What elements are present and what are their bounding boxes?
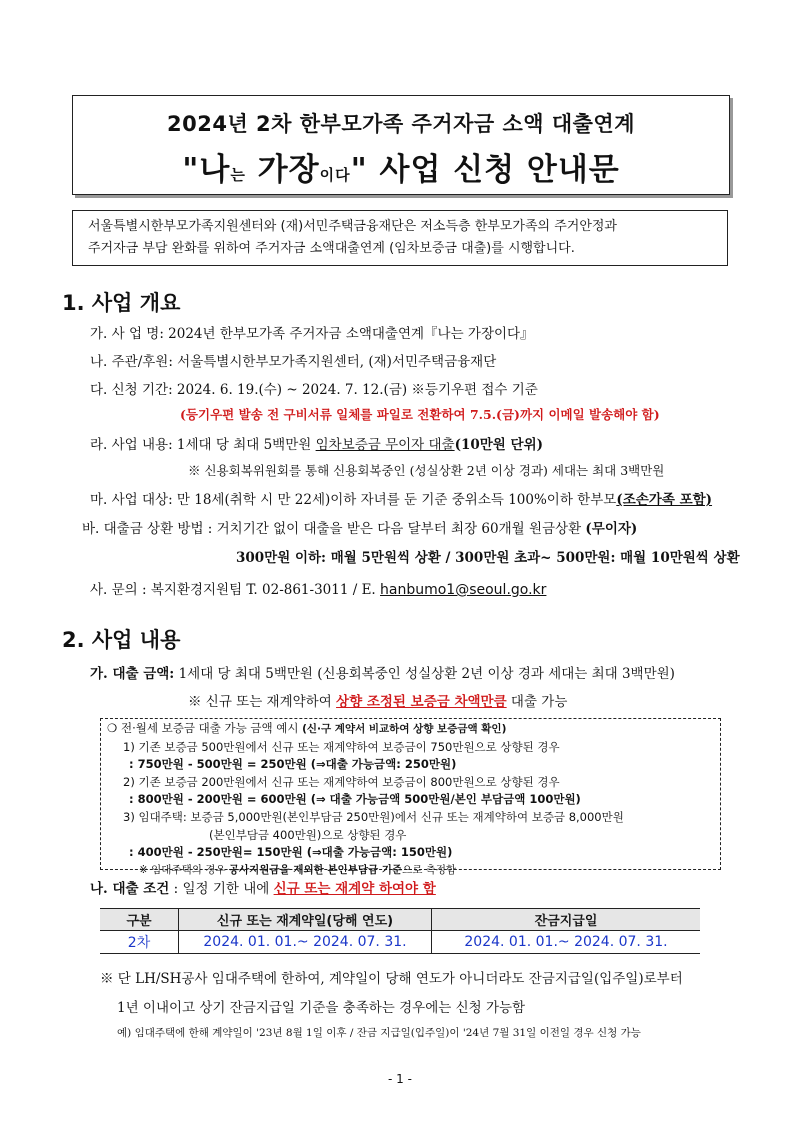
s1-ba-text: 바. 대출금 상환 방법 : 거치기간 없이 대출을 받은 다음 달부터 최장 60개월 원금상환 bbox=[82, 521, 586, 537]
example-title-a: ❍ 전·월세 보증금 대출 가능 금액 예시 bbox=[107, 721, 303, 735]
s2-ga-note-red: 상향 조정된 보증금 차액만큼 bbox=[336, 694, 507, 710]
example-l4: : 800만원 - 200만원 = 600만원 (⇒ 대출 가능금액 500만원/본인 부담금액 100만원) bbox=[129, 792, 581, 807]
title-box bbox=[72, 95, 730, 195]
page-number: - 1 - bbox=[388, 1072, 412, 1086]
schedule-table bbox=[100, 908, 700, 954]
intro-line1: 서울특별시한부모가족지원센터와 (재)서민주택금융재단은 저소득층 한부모가족의 주거안정과 bbox=[88, 219, 617, 234]
table-cell: 2024. 01. 01.~ 2024. 07. 31. bbox=[432, 931, 701, 954]
example-title-b: (신·구 계약서 비교하여 상향 보증금액 확인) bbox=[302, 723, 507, 735]
example-l1: 1) 기존 보증금 500만원에서 신규 또는 재계약하여 보증금이 750만원으로 상향된 경우 bbox=[123, 739, 560, 754]
section1-heading: 1. 사업 개요 bbox=[62, 291, 181, 315]
s1-sa-text: 사. 문의 : 복지환경지원팀 T. 02-861-3011 / E. bbox=[90, 582, 381, 598]
title-part: 가장 bbox=[245, 152, 320, 188]
example-l2: : 750만원 - 500만원 = 250만원 (⇒대출 가능금액: 250만원) bbox=[129, 757, 457, 772]
example-l8-a: ※ 임대주택의 경우 bbox=[139, 863, 229, 876]
s1-da: 다. 신청 기간: 2024. 6. 19.(수) ~ 2024. 7. 12.(금) ※등기우편 접수 기준 bbox=[90, 382, 538, 398]
example-box bbox=[100, 718, 721, 876]
title-part: " 사업 신청 안내문 bbox=[350, 152, 620, 188]
s1-ba-note: 300만원 이하: 매월 5만원씩 상환 / 300만원 초과~ 500만원: 매월 10만원씩 상환 bbox=[236, 550, 740, 566]
s1-da-note: (등기우편 발송 전 구비서류 일체를 파일로 전환하여 7.5.(금)까지 이메일 발송해야 함) bbox=[180, 407, 660, 422]
s2-na bbox=[90, 877, 436, 897]
s1-ra-text: 라. 사업 내용: 1세대 당 최대 5백만원 bbox=[90, 437, 316, 453]
s2-note1: ※ 단 LH/SH공사 임대주택에 한하여, 계약일이 당해 연도가 아니더라도 잔금지급일(입주일)로부터 bbox=[100, 971, 683, 987]
table-header: 잔금지급일 bbox=[432, 909, 701, 931]
s1-ma-bold: (조손가족 포함) bbox=[616, 492, 713, 508]
table-cell: 2024. 01. 01.~ 2024. 07. 31. bbox=[179, 931, 432, 954]
s2-ga bbox=[90, 662, 675, 682]
s2-ga-note-a: ※ 신규 또는 재계약하여 bbox=[188, 694, 337, 710]
s1-ra-bold: (10만원 단위) bbox=[454, 437, 544, 453]
title-part: 이다 bbox=[319, 166, 351, 184]
s2-note2: 1년 이내이고 상기 잔금지급일 기준을 충족하는 경우에는 신청 가능함 bbox=[117, 1000, 526, 1016]
s2-ga-label: 가. 대출 금액: bbox=[90, 666, 175, 682]
s1-ga: 가. 사 업 명: 2024년 한부모가족 주거자금 소액대출연계『나는 가장이다』 bbox=[90, 326, 534, 342]
title-part: 는 bbox=[230, 166, 246, 184]
s2-na-red: 신규 또는 재계약 하여야 함 bbox=[273, 881, 436, 897]
intro-box bbox=[72, 210, 728, 266]
s2-ga-text: 1세대 당 최대 5백만원 (신용회복중인 성실상환 2년 이상 경과 세대는 최대 3백만원) bbox=[174, 666, 675, 682]
s1-na: 나. 주관/후원: 서울특별시한부모가족지원센터, (재)서민주택금융재단 bbox=[90, 354, 497, 370]
table-cell: 2차 bbox=[100, 931, 179, 954]
s1-ra-note: ※ 신용회복위원회를 통해 신용회복중인 (성실상환 2년 이상 경과) 세대는 최대 3백만원 bbox=[188, 463, 665, 478]
example-l8-b: 공사지원금을 제외한 본인부담금 기준 bbox=[228, 863, 403, 876]
s1-ma-text: 마. 사업 대상: 만 18세(취학 시 만 22세)이하 자녀를 둔 기준 중위소득 100%이하 한부모 bbox=[90, 492, 617, 508]
section2-heading: 2. 사업 내용 bbox=[62, 628, 181, 652]
table-header: 신규 또는 재계약일(당해 연도) bbox=[179, 909, 432, 931]
title-part: "나 bbox=[182, 152, 231, 188]
s2-ga-note-c: 대출 가능 bbox=[506, 694, 568, 710]
s1-ba-bold: (무이자) bbox=[585, 521, 638, 537]
table-row bbox=[100, 931, 700, 954]
example-l5: 3) 임대주택: 보증금 5,000만원(본인부담금 250만원)에서 신규 또는 재계약하여 보증금 8,000만원 bbox=[123, 809, 624, 824]
example-l3: 2) 기존 보증금 200만원에서 신규 또는 재계약하여 보증금이 800만원으로 상향된 경우 bbox=[123, 774, 560, 789]
table-header: 구분 bbox=[100, 909, 179, 931]
s2-ga-note bbox=[188, 690, 567, 710]
s1-ra bbox=[90, 433, 543, 453]
s1-ba bbox=[82, 517, 637, 537]
title-line2 bbox=[73, 144, 729, 189]
intro-line2: 주거자금 부담 완화를 위하여 주거자금 소액대출연계 (임차보증금 대출)를 시행합니다. bbox=[88, 241, 575, 256]
contact-email-link[interactable]: hanbumo1@seoul.go.kr bbox=[380, 582, 547, 598]
s2-na-text: : 일정 기한 내에 bbox=[169, 881, 274, 897]
s2-na-label: 나. 대출 조건 bbox=[90, 881, 170, 897]
example-title bbox=[107, 720, 720, 739]
example-l7: : 400만원 - 250만원= 150만원 (⇒대출 가능금액: 150만원) bbox=[129, 845, 453, 860]
example-l6: (본인부담금 400만원)으로 상향된 경우 bbox=[209, 827, 407, 842]
s2-note3: 예) 임대주택에 한해 계약일이 '23년 8월 1일 이후 / 잔금 지급일(입주일)이 '24년 7월 31일 이전일 경우 신청 가능 bbox=[117, 1027, 641, 1039]
s1-sa bbox=[90, 578, 546, 598]
table-header-row bbox=[100, 909, 700, 931]
title-line1: 2024년 2차 한부모가족 주거자금 소액 대출연계 bbox=[167, 112, 635, 136]
s1-ra-underline: 임차보증금 무이자 대출 bbox=[315, 437, 455, 453]
s1-ma bbox=[90, 488, 712, 508]
example-l8-c: 으로 측정함 bbox=[402, 863, 457, 876]
